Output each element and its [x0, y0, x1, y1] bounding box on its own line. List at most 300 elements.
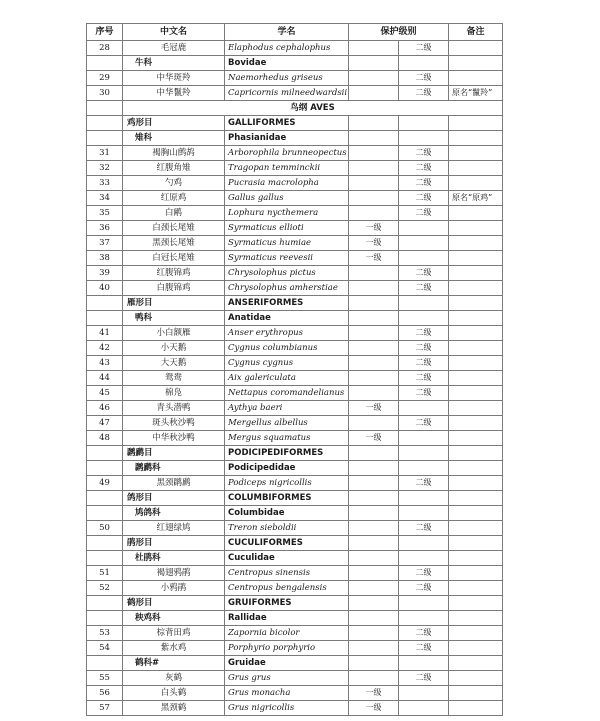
family-scientific-name: Phasianidae: [225, 131, 349, 146]
species-chinese-name: 小鸦鹃: [123, 581, 225, 596]
family-chinese-name: 䴙䴘科: [123, 461, 225, 476]
species-row: [87, 341, 503, 356]
protection-level-second: [399, 431, 449, 446]
protection-level-second: [399, 236, 449, 251]
remark: [449, 266, 503, 281]
remark: [449, 581, 503, 596]
species-number: 53: [87, 626, 123, 641]
species-number: 56: [87, 686, 123, 701]
family-heading-row: [87, 131, 503, 146]
remark: [449, 281, 503, 296]
species-row: [87, 206, 503, 221]
remark: [449, 386, 503, 401]
empty-cell: [449, 656, 503, 671]
species-row: [87, 701, 503, 716]
empty-cell: [349, 116, 399, 131]
empty-cell: [449, 116, 503, 131]
empty-cell: [87, 446, 123, 461]
species-number: 35: [87, 206, 123, 221]
species-row: [87, 386, 503, 401]
remark: [449, 206, 503, 221]
empty-cell: [87, 506, 123, 521]
empty-cell: [449, 296, 503, 311]
species-row: [87, 476, 503, 491]
protection-level-second: 二级: [399, 71, 449, 86]
empty-cell: [399, 596, 449, 611]
species-number: 33: [87, 176, 123, 191]
empty-cell: [349, 506, 399, 521]
order-chinese-name: 䴙䴘目: [123, 446, 225, 461]
protection-level-first: [349, 176, 399, 191]
species-number: 41: [87, 326, 123, 341]
empty-cell: [449, 506, 503, 521]
species-scientific-name: Grus nigricollis: [225, 701, 349, 716]
species-chinese-name: 鸳鸯: [123, 371, 225, 386]
species-scientific-name: Nettapus coromandelianus: [225, 386, 349, 401]
species-scientific-name: Zapornia bicolor: [225, 626, 349, 641]
protection-level-first: [349, 521, 399, 536]
species-chinese-name: 中华鬣羚: [123, 86, 225, 101]
species-row: [87, 71, 503, 86]
order-chinese-name: 雁形目: [123, 296, 225, 311]
remark: [449, 641, 503, 656]
family-scientific-name: Rallidae: [225, 611, 349, 626]
header-number: 序号: [87, 24, 123, 41]
protection-level-first: [349, 326, 399, 341]
empty-cell: [349, 296, 399, 311]
species-chinese-name: 黑颈䴙䴘: [123, 476, 225, 491]
species-scientific-name: Centropus bengalensis: [225, 581, 349, 596]
protection-level-first: 一级: [349, 431, 399, 446]
remark: [449, 476, 503, 491]
protection-level-second: [399, 701, 449, 716]
empty-cell: [87, 296, 123, 311]
species-scientific-name: Treron sieboldii: [225, 521, 349, 536]
order-chinese-name: 鸽形目: [123, 491, 225, 506]
empty-cell: [87, 116, 123, 131]
species-row: [87, 671, 503, 686]
species-number: 28: [87, 41, 123, 56]
protection-level-second: 二级: [399, 641, 449, 656]
species-chinese-name: 棕背田鸡: [123, 626, 225, 641]
order-scientific-name: GRUIFORMES: [225, 596, 349, 611]
family-scientific-name: Bovidae: [225, 56, 349, 71]
species-chinese-name: 白鹇: [123, 206, 225, 221]
species-row: [87, 176, 503, 191]
protection-level-first: [349, 416, 399, 431]
family-heading-row: [87, 56, 503, 71]
remark: [449, 701, 503, 716]
protection-level-first: [349, 386, 399, 401]
species-scientific-name: Naemorhedus griseus: [225, 71, 349, 86]
empty-cell: [449, 611, 503, 626]
class-heading: 鸟纲 AVES: [123, 101, 503, 116]
table-body: [87, 41, 503, 716]
species-chinese-name: 勺鸡: [123, 176, 225, 191]
family-scientific-name: Podicipedidae: [225, 461, 349, 476]
empty-cell: [399, 506, 449, 521]
protection-level-first: [349, 641, 399, 656]
empty-cell: [349, 131, 399, 146]
remark: [449, 341, 503, 356]
species-number: 43: [87, 356, 123, 371]
protection-level-first: [349, 41, 399, 56]
protection-level-first: [349, 206, 399, 221]
protection-level-first: [349, 341, 399, 356]
species-number: 32: [87, 161, 123, 176]
species-chinese-name: 红翅绿鸠: [123, 521, 225, 536]
protection-level-second: [399, 686, 449, 701]
empty-cell: [449, 446, 503, 461]
protection-level-second: 二级: [399, 566, 449, 581]
protection-level-second: [399, 401, 449, 416]
order-heading-row: [87, 491, 503, 506]
species-chinese-name: 白腹锦鸡: [123, 281, 225, 296]
empty-cell: [399, 56, 449, 71]
species-scientific-name: Pucrasia macrolopha: [225, 176, 349, 191]
protection-level-first: [349, 191, 399, 206]
empty-cell: [349, 596, 399, 611]
species-number: 44: [87, 371, 123, 386]
empty-cell: [449, 461, 503, 476]
species-row: [87, 281, 503, 296]
species-scientific-name: Grus grus: [225, 671, 349, 686]
protection-level-second: 二级: [399, 281, 449, 296]
order-chinese-name: 鹤形目: [123, 596, 225, 611]
empty-cell: [449, 551, 503, 566]
species-row: [87, 686, 503, 701]
protection-level-first: 一级: [349, 701, 399, 716]
species-chinese-name: 白冠长尾雉: [123, 251, 225, 266]
species-chinese-name: 褐翅鸦鹃: [123, 566, 225, 581]
species-number: 36: [87, 221, 123, 236]
empty-cell: [449, 131, 503, 146]
species-number: 30: [87, 86, 123, 101]
remark: 原名“鬣羚”: [449, 86, 503, 101]
empty-cell: [399, 491, 449, 506]
species-scientific-name: Anser erythropus: [225, 326, 349, 341]
empty-cell: [87, 461, 123, 476]
species-chinese-name: 灰鹤: [123, 671, 225, 686]
species-chinese-name: 红原鸡: [123, 191, 225, 206]
remark: [449, 521, 503, 536]
species-scientific-name: Capricornis milneedwardsii: [225, 86, 349, 101]
species-number: 37: [87, 236, 123, 251]
species-chinese-name: 青头潜鸭: [123, 401, 225, 416]
species-scientific-name: Grus monacha: [225, 686, 349, 701]
protection-level-first: [349, 476, 399, 491]
species-row: [87, 401, 503, 416]
family-heading-row: [87, 461, 503, 476]
protection-level-second: 二级: [399, 146, 449, 161]
species-row: [87, 251, 503, 266]
species-number: 40: [87, 281, 123, 296]
protected-species-table: [86, 23, 503, 716]
species-chinese-name: 斑头秋沙鸭: [123, 416, 225, 431]
remark: [449, 236, 503, 251]
remark: [449, 686, 503, 701]
species-number: 48: [87, 431, 123, 446]
protection-level-first: [349, 86, 399, 101]
table-header: [87, 24, 503, 41]
remark: [449, 251, 503, 266]
empty-cell: [399, 131, 449, 146]
species-row: [87, 221, 503, 236]
empty-cell: [87, 611, 123, 626]
empty-cell: [449, 491, 503, 506]
order-heading-row: [87, 296, 503, 311]
species-chinese-name: 红腹锦鸡: [123, 266, 225, 281]
protection-level-first: 一级: [349, 686, 399, 701]
protection-level-second: 二级: [399, 206, 449, 221]
remark: [449, 416, 503, 431]
empty-cell: [87, 536, 123, 551]
species-number: 29: [87, 71, 123, 86]
empty-cell: [87, 551, 123, 566]
protection-level-second: 二级: [399, 341, 449, 356]
remark: [449, 326, 503, 341]
empty-cell: [399, 611, 449, 626]
order-scientific-name: PODICIPEDIFORMES: [225, 446, 349, 461]
protection-level-first: [349, 356, 399, 371]
species-scientific-name: Mergus squamatus: [225, 431, 349, 446]
protection-level-second: 二级: [399, 191, 449, 206]
protection-level-second: 二级: [399, 161, 449, 176]
remark: [449, 146, 503, 161]
protection-level-first: 一级: [349, 236, 399, 251]
species-row: [87, 356, 503, 371]
species-number: 39: [87, 266, 123, 281]
species-scientific-name: Syrmaticus humiae: [225, 236, 349, 251]
remark: [449, 41, 503, 56]
family-scientific-name: Gruidae: [225, 656, 349, 671]
header-row: [87, 24, 503, 41]
species-number: 46: [87, 401, 123, 416]
species-scientific-name: Cygnus cygnus: [225, 356, 349, 371]
empty-cell: [349, 311, 399, 326]
species-row: [87, 146, 503, 161]
order-heading-row: [87, 116, 503, 131]
remark: [449, 671, 503, 686]
species-scientific-name: Mergellus albellus: [225, 416, 349, 431]
species-number: 49: [87, 476, 123, 491]
protection-level-first: [349, 266, 399, 281]
empty-cell: [87, 131, 123, 146]
species-number: 52: [87, 581, 123, 596]
empty-cell: [349, 446, 399, 461]
species-chinese-name: 毛冠鹿: [123, 41, 225, 56]
species-number: 51: [87, 566, 123, 581]
empty-cell: [449, 311, 503, 326]
species-row: [87, 371, 503, 386]
family-chinese-name: 杜鹃科: [123, 551, 225, 566]
empty-cell: [399, 311, 449, 326]
species-number: 38: [87, 251, 123, 266]
empty-cell: [399, 116, 449, 131]
empty-cell: [449, 596, 503, 611]
empty-cell: [349, 551, 399, 566]
family-heading-row: [87, 611, 503, 626]
species-row: [87, 416, 503, 431]
class-heading-row: [87, 101, 503, 116]
family-chinese-name: 鹤科#: [123, 656, 225, 671]
species-scientific-name: Tragopan temminckii: [225, 161, 349, 176]
species-number: 55: [87, 671, 123, 686]
remark: [449, 161, 503, 176]
family-scientific-name: Cuculidae: [225, 551, 349, 566]
species-chinese-name: 中华秋沙鸭: [123, 431, 225, 446]
family-scientific-name: Columbidae: [225, 506, 349, 521]
species-chinese-name: 黑颈长尾雉: [123, 236, 225, 251]
protection-level-second: 二级: [399, 476, 449, 491]
empty-cell: [349, 536, 399, 551]
family-scientific-name: Anatidae: [225, 311, 349, 326]
empty-cell: [349, 656, 399, 671]
remark: [449, 626, 503, 641]
protection-level-second: 二级: [399, 386, 449, 401]
empty-cell: [87, 101, 123, 116]
protection-level-second: 二级: [399, 626, 449, 641]
empty-cell: [87, 491, 123, 506]
family-heading-row: [87, 506, 503, 521]
remark: [449, 431, 503, 446]
protection-level-first: [349, 626, 399, 641]
protection-level-first: [349, 566, 399, 581]
species-chinese-name: 白颈长尾雉: [123, 221, 225, 236]
species-chinese-name: 褐胸山鹧鸪: [123, 146, 225, 161]
header-remarks: 备注: [449, 24, 503, 41]
protection-level-second: 二级: [399, 266, 449, 281]
species-row: [87, 191, 503, 206]
species-number: 45: [87, 386, 123, 401]
species-row: [87, 161, 503, 176]
empty-cell: [399, 461, 449, 476]
protection-level-second: 二级: [399, 671, 449, 686]
protection-level-second: 二级: [399, 176, 449, 191]
protection-level-second: 二级: [399, 416, 449, 431]
header-chinese-name: 中文名: [123, 24, 225, 41]
species-scientific-name: Podiceps nigricollis: [225, 476, 349, 491]
order-chinese-name: 鹃形目: [123, 536, 225, 551]
empty-cell: [449, 56, 503, 71]
species-scientific-name: Centropus sinensis: [225, 566, 349, 581]
species-chinese-name: 棉凫: [123, 386, 225, 401]
empty-cell: [87, 56, 123, 71]
empty-cell: [349, 611, 399, 626]
order-heading-row: [87, 536, 503, 551]
protection-level-first: [349, 71, 399, 86]
remark: [449, 356, 503, 371]
protection-level-second: 二级: [399, 521, 449, 536]
protection-level-second: [399, 251, 449, 266]
empty-cell: [349, 461, 399, 476]
species-scientific-name: Syrmaticus ellioti: [225, 221, 349, 236]
species-row: [87, 566, 503, 581]
remark: [449, 371, 503, 386]
species-scientific-name: Aix galericulata: [225, 371, 349, 386]
species-row: [87, 431, 503, 446]
species-row: [87, 326, 503, 341]
protection-level-first: [349, 146, 399, 161]
empty-cell: [399, 536, 449, 551]
species-chinese-name: 白头鹤: [123, 686, 225, 701]
protection-level-second: [399, 221, 449, 236]
empty-cell: [399, 446, 449, 461]
species-number: 47: [87, 416, 123, 431]
empty-cell: [399, 656, 449, 671]
species-scientific-name: Aythya baeri: [225, 401, 349, 416]
order-scientific-name: CUCULIFORMES: [225, 536, 349, 551]
remark: 原名“原鸡”: [449, 191, 503, 206]
species-row: [87, 581, 503, 596]
species-scientific-name: Cygnus columbianus: [225, 341, 349, 356]
order-heading-row: [87, 446, 503, 461]
order-scientific-name: COLUMBIFORMES: [225, 491, 349, 506]
header-protection-level: 保护级别: [349, 24, 449, 41]
species-scientific-name: Porphyrio porphyrio: [225, 641, 349, 656]
species-scientific-name: Elaphodus cephalophus: [225, 41, 349, 56]
species-chinese-name: 红腹角雉: [123, 161, 225, 176]
protection-level-first: [349, 581, 399, 596]
family-chinese-name: 秧鸡科: [123, 611, 225, 626]
species-scientific-name: Gallus gallus: [225, 191, 349, 206]
species-row: [87, 521, 503, 536]
species-row: [87, 41, 503, 56]
family-chinese-name: 雉科: [123, 131, 225, 146]
protection-level-second: 二级: [399, 356, 449, 371]
protection-level-second: 二级: [399, 326, 449, 341]
species-number: 31: [87, 146, 123, 161]
family-heading-row: [87, 656, 503, 671]
protection-level-second: 二级: [399, 41, 449, 56]
family-chinese-name: 鸭科: [123, 311, 225, 326]
remark: [449, 221, 503, 236]
species-number: 50: [87, 521, 123, 536]
family-chinese-name: 鸠鸽科: [123, 506, 225, 521]
family-heading-row: [87, 311, 503, 326]
species-chinese-name: 小白额雁: [123, 326, 225, 341]
protection-level-first: 一级: [349, 401, 399, 416]
empty-cell: [449, 536, 503, 551]
protection-level-first: [349, 161, 399, 176]
species-scientific-name: Arborophila brunneopectus: [225, 146, 349, 161]
family-heading-row: [87, 551, 503, 566]
empty-cell: [87, 596, 123, 611]
species-row: [87, 641, 503, 656]
remark: [449, 71, 503, 86]
species-row: [87, 236, 503, 251]
header-scientific-name: 学名: [225, 24, 349, 41]
species-chinese-name: 紫水鸡: [123, 641, 225, 656]
empty-cell: [87, 656, 123, 671]
species-scientific-name: Syrmaticus reevesii: [225, 251, 349, 266]
family-chinese-name: 牛科: [123, 56, 225, 71]
remark: [449, 401, 503, 416]
empty-cell: [349, 56, 399, 71]
remark: [449, 566, 503, 581]
protection-level-first: [349, 281, 399, 296]
species-row: [87, 266, 503, 281]
species-number: 57: [87, 701, 123, 716]
protection-level-first: 一级: [349, 221, 399, 236]
species-chinese-name: 黑颈鹤: [123, 701, 225, 716]
protection-level-second: 二级: [399, 371, 449, 386]
protection-level-first: [349, 371, 399, 386]
species-number: 42: [87, 341, 123, 356]
protection-level-second: 二级: [399, 581, 449, 596]
species-scientific-name: Chrysolophus amherstiae: [225, 281, 349, 296]
empty-cell: [399, 551, 449, 566]
